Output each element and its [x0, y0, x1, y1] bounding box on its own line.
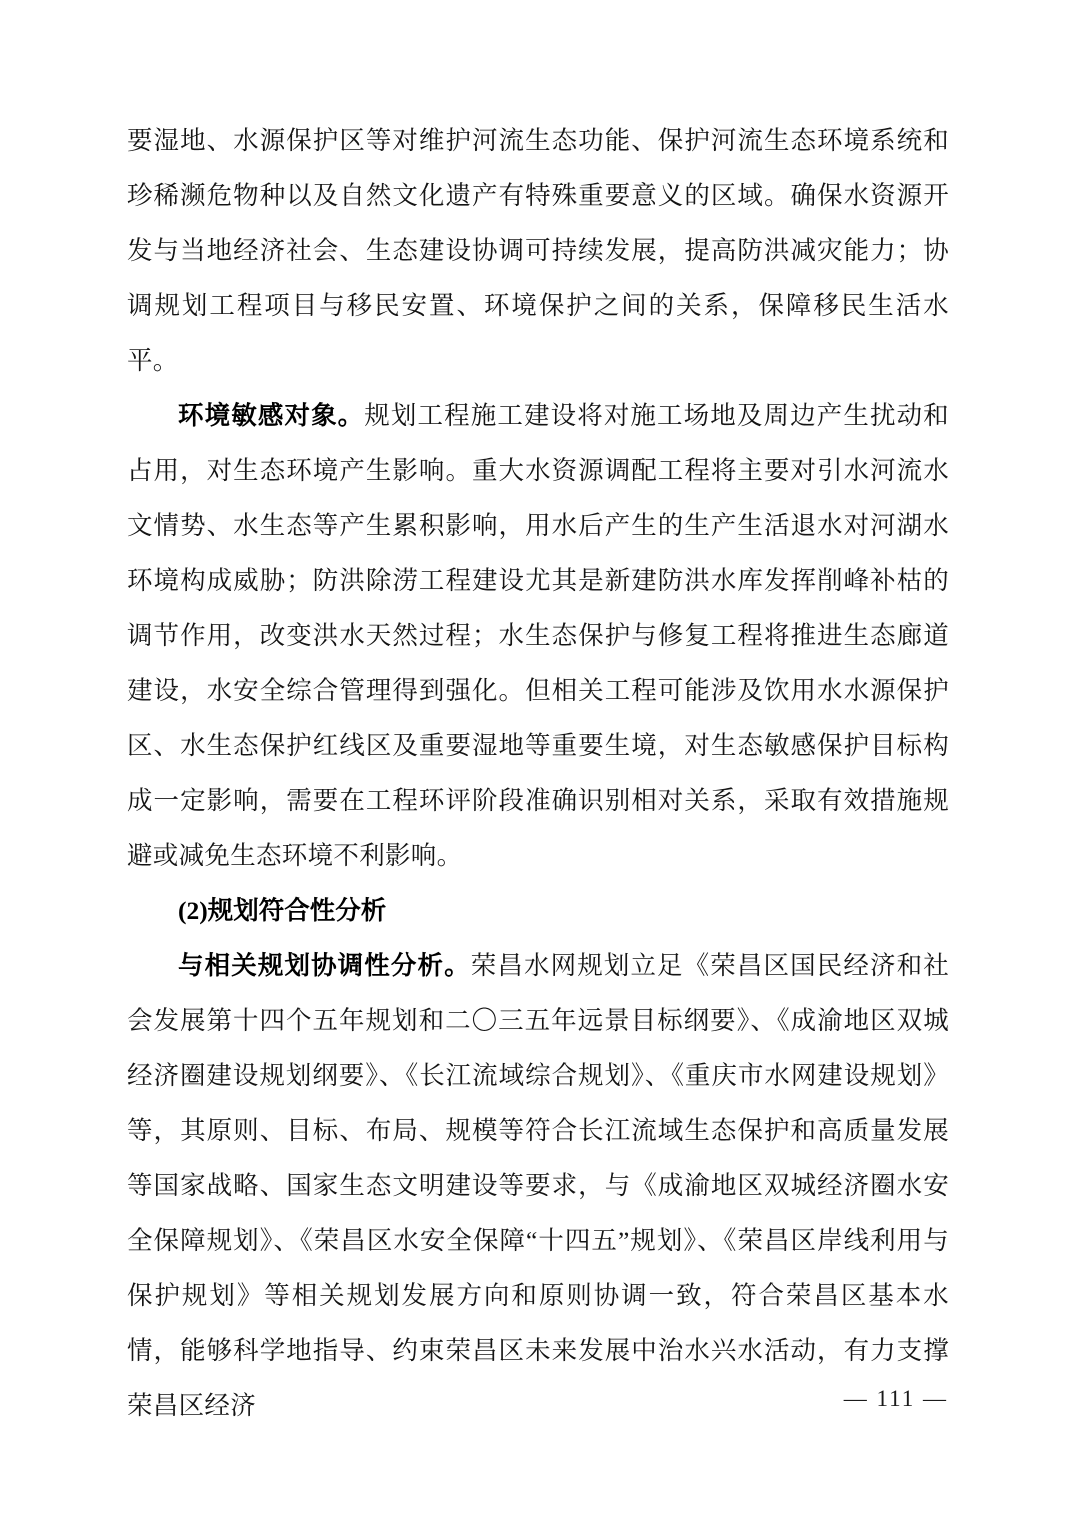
paragraph-continuation	[127, 113, 949, 388]
page-body-text	[127, 113, 949, 1433]
env-sensitive-targets-lead-label: 环境敏感对象。	[178, 401, 365, 430]
paragraph-env-sensitive-targets-text: 规划工程施工建设将对施工场地及周边产生扰动和占用，对生态环境产生影响。重大水资源调配工程将主要对引水河流水文情势、水生态等产生累积影响，用水后产生的生产生活退水对河湖水环境构成威胁；防洪除涝工程建设尤其是新建防洪水库发挥削峰补枯的调节作用，改变洪水天然过程；水生态保护与修复工程将推进生态廊道建设，水安全综合管理得到强化。但相关工程可能涉及饮用水水源保护区、水生态保护红线区及重要湿地等重要生境，对生态敏感保护目标构成一定影响，需要在工程环评阶段准确识别相对关系，采取有效措施规避或减免生态环境不利影响。	[127, 401, 949, 870]
paragraph-env-sensitive-targets	[127, 388, 949, 883]
page-number: — 111 —	[843, 1386, 948, 1411]
paragraph-plan-coordination-analysis-text: 荣昌水网规划立足《荣昌区国民经济和社会发展第十四个五年规划和二〇三五年远景目标纲要》、《成渝地区双城经济圈建设规划纲要》、《长江流域综合规划》、《重庆市水网建设规划》等，其原则、目标、布局、规模等符合长江流域生态保护和高质量发展等国家战略、国家生态文明建设等要求，与《成渝地区双城经济圈水安全保障规划》、《荣昌区水安全保障“十四五”规划》、《荣昌区岸线利用与保护规划》等相关规划发展方向和原则协调一致，符合荣昌区基本水情，能够科学地指导、约束荣昌区未来发展中治水兴水活动，有力支撑荣昌区经济	[127, 951, 949, 1420]
paragraph-continuation-text: 要湿地、水源保护区等对维护河流生态功能、保护河流生态环境系统和珍稀濒危物种以及自然文化遗产有特殊重要意义的区域。确保水资源开发与当地经济社会、生态建设协调可持续发展，提高防洪减灾能力；协调规划工程项目与移民安置、环境保护之间的关系，保障移民生活水平。	[127, 126, 949, 375]
heading-plan-conformity-analysis	[127, 883, 949, 938]
heading-plan-conformity-analysis-label: (2)规划符合性分析	[178, 896, 387, 925]
paragraph-plan-coordination-analysis	[127, 938, 949, 1433]
plan-coordination-lead-label: 与相关规划协调性分析。	[178, 951, 471, 980]
